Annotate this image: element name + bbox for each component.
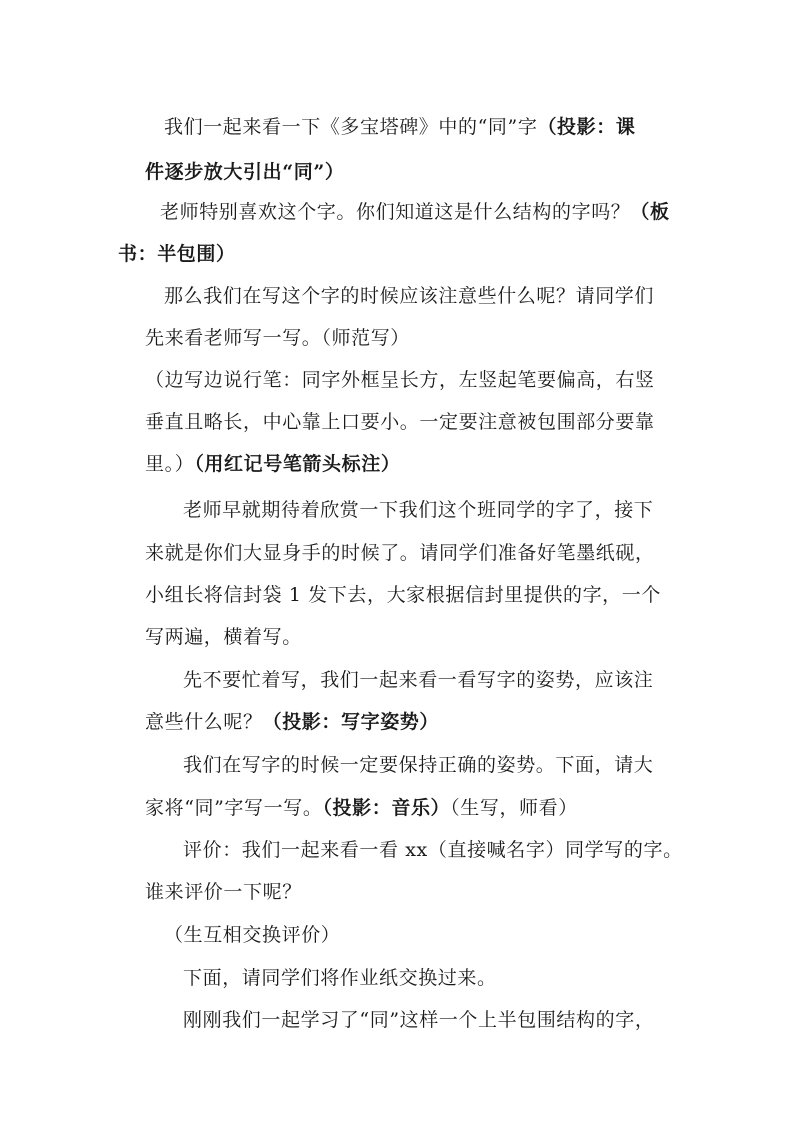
body-text: 我们在写字的时候一定要保持正确的姿势。下面，请大 [183, 754, 654, 776]
text-line [145, 368, 655, 392]
text-line [145, 160, 344, 184]
text-line [183, 668, 653, 692]
bold-annotation: （用红记号笔箭头标注） [194, 453, 401, 475]
bold-annotation: 书：半包围） [118, 243, 236, 265]
body-text: 评价：我们一起来看一看 xx（直接喊名字）同学写的字。 [183, 839, 683, 861]
text-line [145, 410, 655, 434]
body-text: （生互相交换评价） [164, 924, 341, 946]
text-line [145, 625, 302, 649]
body-text: 里。） [145, 453, 195, 475]
text-line [160, 200, 670, 224]
body-text: 老师早就期待着欣赏一下我们这个班同学的字了，接下 [183, 499, 654, 521]
text-line [183, 498, 653, 522]
body-text: 来就是你们大显身手的时候了。请同学们准备好笔墨纸砚， [145, 542, 655, 564]
body-text: 谁来评价一下呢？ [145, 881, 302, 903]
text-line [164, 115, 635, 139]
body-text: 下面，请同学们将作业纸交换过来。 [183, 967, 497, 989]
bold-annotation: 件逐步放大引出“同”） [145, 161, 345, 183]
body-text: 垂直且略长，中心靠上口要小。一定要注意被包围部分要靠 [145, 411, 655, 433]
bold-annotation: （板 [630, 201, 670, 223]
body-text: 家将“同”字写一写。 [145, 797, 323, 819]
bold-annotation: （投影：课 [537, 116, 636, 138]
text-line [118, 242, 236, 266]
body-text: 老师特别喜欢这个字。你们知道这是什么结构的字吗？ [160, 201, 631, 223]
body-text: 那么我们在写这个字的时候应该注意些什么呢？请同学们 [164, 285, 655, 307]
text-line [145, 710, 439, 734]
body-text: 意些什么呢？ [145, 711, 263, 733]
body-text: 刚刚我们一起学习了“同”这样一个上半包围结构的字， [183, 1009, 655, 1031]
text-line [145, 583, 661, 607]
body-text: 小组长将信封袋 1 发下去，大家根据信封里提供的字，一个 [145, 584, 661, 606]
body-text: 写两遍，横着写。 [145, 626, 302, 648]
body-text: （边写边说行笔：同字外框呈长方，左竖起笔要偏高，右竖 [145, 369, 655, 391]
text-line [164, 284, 654, 308]
bold-annotation: （投影：写字姿势） [262, 711, 440, 733]
text-line [183, 966, 497, 990]
text-line [145, 326, 410, 350]
text-line [145, 880, 302, 904]
body-text: 先来看老师写一写。（师范写） [145, 327, 410, 349]
text-line [145, 796, 578, 820]
bold-annotation: （投影：音乐） [322, 797, 451, 819]
text-line [145, 452, 400, 476]
text-line [183, 838, 683, 862]
text-line [145, 541, 655, 565]
text-line [164, 923, 340, 947]
text-line [183, 753, 653, 777]
text-line [183, 1008, 654, 1032]
body-text: 我们一起来看一下《多宝塔碑》中的“同”字 [164, 116, 538, 138]
body-text: （生写，师看） [450, 797, 578, 819]
body-text: 先不要忙着写，我们一起来看一看写字的姿势，应该注 [183, 669, 654, 691]
